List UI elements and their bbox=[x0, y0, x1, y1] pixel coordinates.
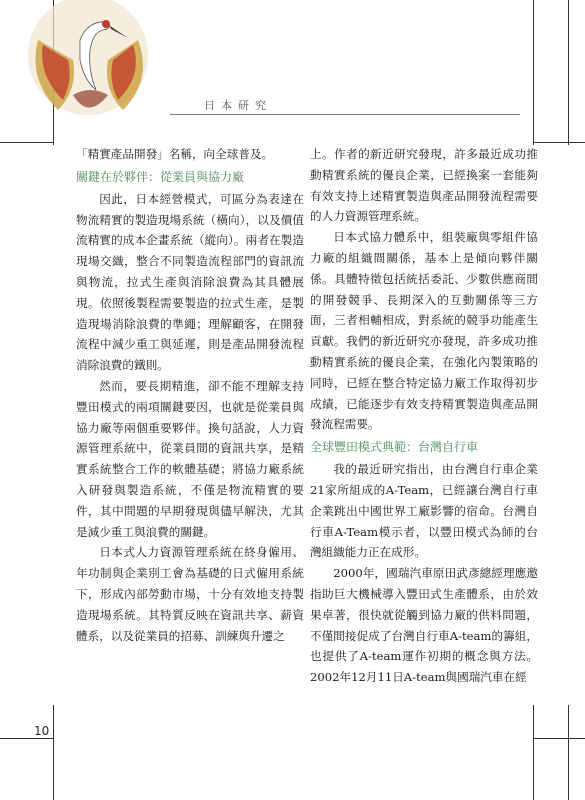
crop-mark-right-vertical-top bbox=[533, 0, 534, 145]
right-paragraph-2: 日本式協力體系中，組裝廠與零組件協力廠的組織間關係，基本上是傾向夥伴關係。具體特徵包括統括委託、少數供應商間的開發競爭、長期深入的互動關係等三方面，三者相輔相成，對系統的競爭功能產生貢獻。我們的新近研究亦發現，許多成功推動精實系統的優良企業，在強化內製策略的同時，已經在整合特定協力廠工作取得初步成績，已能逐步有效支持精實製造與產品開發流程需要。 bbox=[310, 230, 538, 432]
crop-mark-right-edge-bottom bbox=[568, 705, 569, 800]
left-heading: 關鍵在於夥伴：從業員與協力廠 bbox=[76, 169, 245, 184]
crop-mark-right-edge bbox=[568, 0, 569, 145]
left-paragraph-4: 日本式人力資源管理系統在終身僱用、年功制與企業別工會為基礎的日式僱用系統下，形成內部勞動市場，十分有效地支持製造現場系統。其特質反映在資訊共享、薪資體系，以及從業員的招募、訓練與升遷之 bbox=[76, 545, 304, 643]
header-rule bbox=[170, 114, 520, 115]
crop-mark-bottom-left-horizontal bbox=[0, 738, 54, 739]
crop-mark-bottom-vertical bbox=[53, 705, 54, 800]
right-column bbox=[310, 144, 538, 688]
left-column bbox=[76, 144, 304, 646]
right-heading: 全球豐田模式典範：台灣自行車 bbox=[310, 440, 479, 455]
left-paragraph-3: 然而，要長期精進，卻不能不理解支持豐田模式的兩項關鍵要因，也就是從業員與協力廠等兩個重要夥伴。換句話說，人力資源管理系統中，從業員間的資訊共享，是精實系統整合工作的軟體基礎；將協力廠系統入研發與製造系統，不僅是物流精實的要件，其中問題的早期發現與儘早解決，尤其是減少重工與浪費的關鍵。 bbox=[76, 378, 304, 539]
right-paragraph-4: 2000年，國瑞汽車原田武彥總經理應邀指助巨大機械導入豐田式生產體系，由於效果卓著，很快就從觸到協力廠的供料問題，不僅間接促成了台灣自行車A-team的籌組，也提供了A-team運作初期的概念與方法。2002年12月11日A-team與國瑞汽車在經 bbox=[310, 566, 538, 685]
crop-mark-right-vertical-bottom bbox=[533, 705, 534, 800]
crop-mark-right-horizontal bbox=[533, 142, 585, 143]
section-title: 日本研究 bbox=[204, 99, 272, 112]
crop-mark-bottom-right-horizontal bbox=[533, 738, 585, 739]
right-paragraph-1: 上。作者的新近研究發現，許多最近成功推動精實系統的優良企業，已經換案一套能夠有效支持上述精實製造與產品開發流程需要的人力資源管理系統。 bbox=[310, 147, 538, 224]
crane-crest-illustration bbox=[18, 0, 168, 125]
left-paragraph-2: 因此，日本經營模式，可區分為表達在物流精實的製造現場系統（橫向），以及價值流精實的成本企畫系統（縱向）。兩者在製造現場交織，整合不同製造流程部門的資訊流與物流，拉式生產與消除浪費為其具體展現。依照後製程需要製造的拉式生產，是製造現場消除浪費的準繩；理解顧客，在開發流程中減少重工與延遲，則是產品開發流程消除浪費的鐵則。 bbox=[76, 191, 304, 373]
left-paragraph-1: 「精實產品開發」名稱，向全球普及。 bbox=[76, 147, 274, 161]
right-paragraph-3: 我的最近研究指出，由台灣自行車企業21家所組成的A-Team，已經讓台灣自行車企業跳出中國世界工廠影響的宿命。台灣自行車A-Team模示者，以豐田模式為師的台灣組織能力正在成形。 bbox=[310, 462, 538, 560]
crop-mark-left-horizontal bbox=[0, 142, 54, 143]
page-number: 10 bbox=[34, 724, 50, 738]
